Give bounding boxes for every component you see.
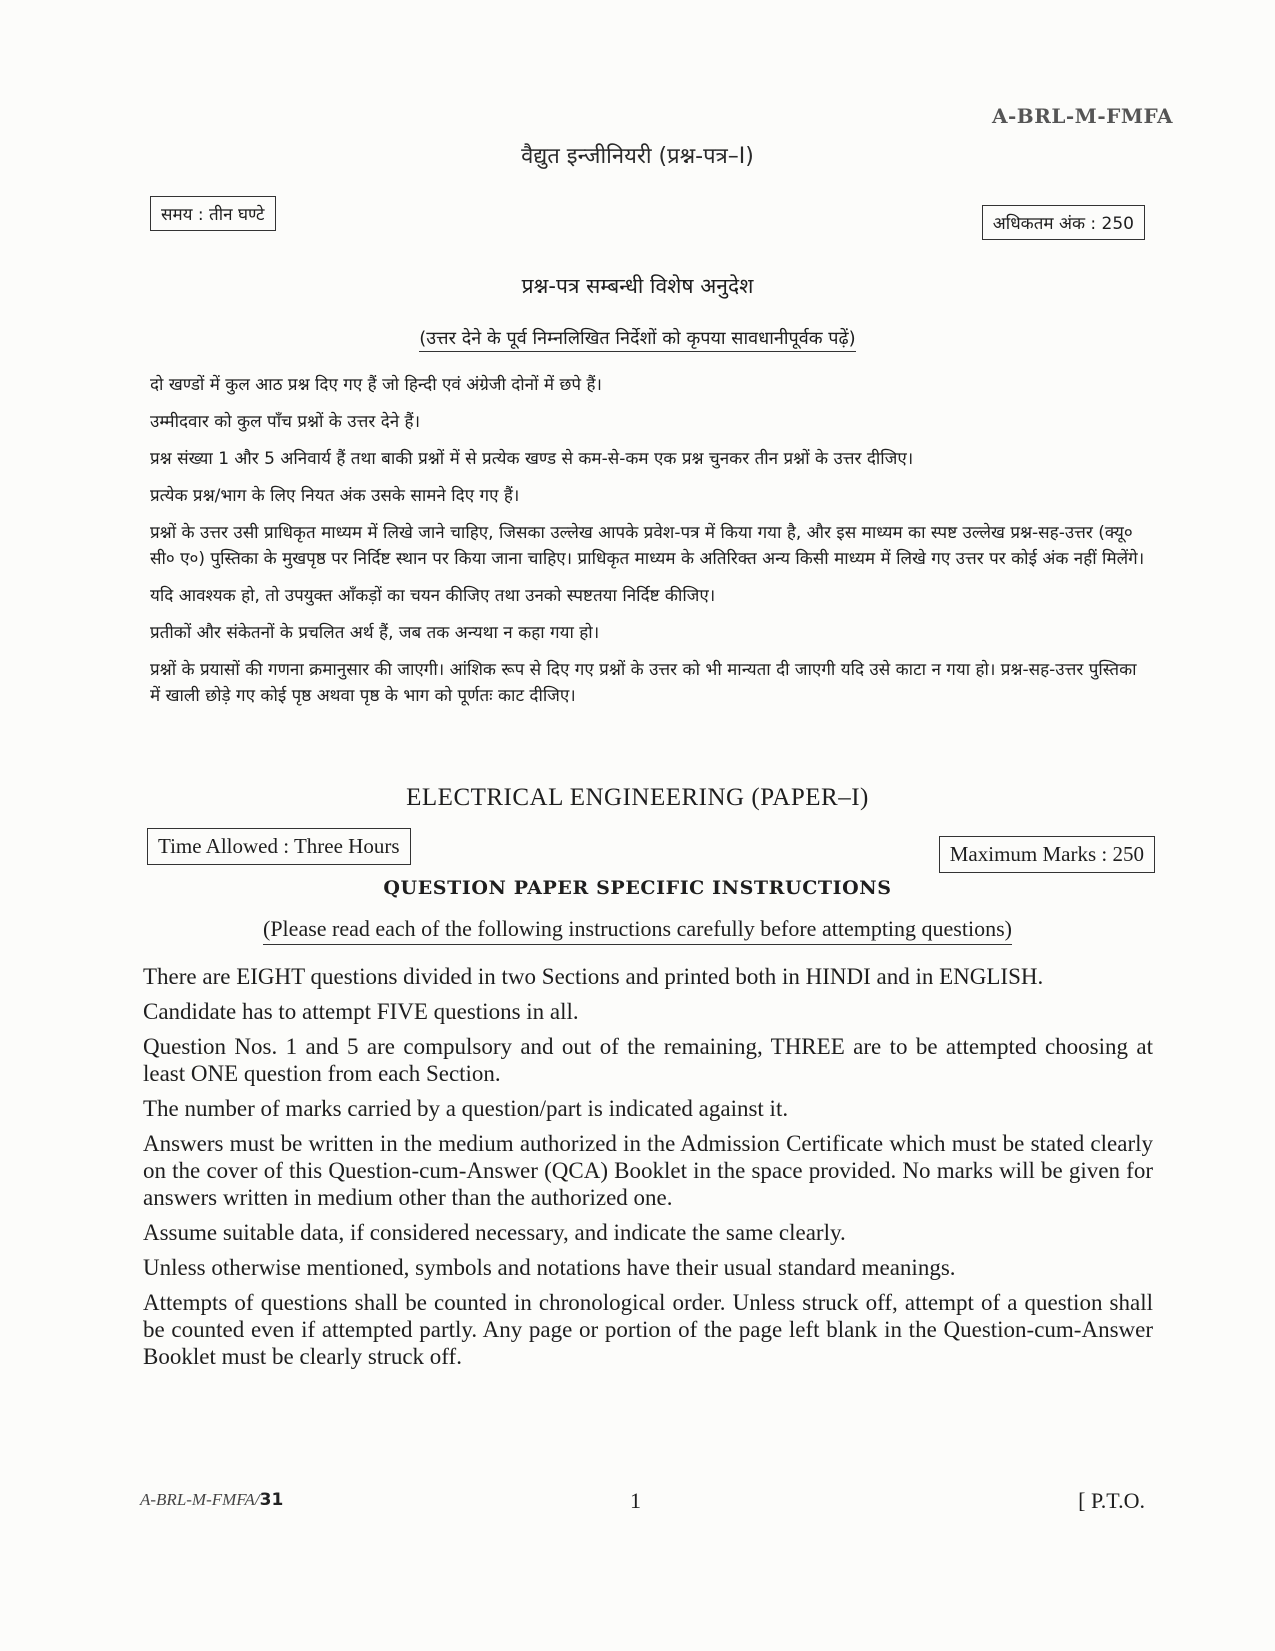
- english-instruction: Unless otherwise mentioned, symbols and notations have their usual standard meanings.: [143, 1255, 956, 1280]
- footer-code-number: 31: [259, 1490, 284, 1510]
- english-instruction: Assume suitable data, if considered necessary, and indicate the same clearly.: [143, 1220, 846, 1245]
- english-instructions-list: [143, 963, 1153, 1378]
- english-instruction: Candidate has to attempt FIVE questions in all.: [143, 999, 579, 1024]
- hindi-paper-title: वैद्युत इन्जीनियरी (प्रश्न-पत्र–I): [521, 144, 754, 169]
- hindi-time-box: समय : तीन घण्टे: [150, 196, 276, 231]
- page-number: 1: [630, 1488, 641, 1513]
- hindi-subheading-text: (उत्तर देने के पूर्व निम्नलिखित निर्देशों को कृपया सावधानीपूर्वक पढ़ें): [419, 328, 855, 352]
- hindi-marks-box: अधिकतम अंक : 250: [982, 205, 1145, 240]
- footer-paper-code: [140, 1490, 283, 1510]
- hindi-instructions-subheading: [0, 326, 1275, 350]
- please-turn-over: [ P.T.O.: [1078, 1488, 1145, 1513]
- english-time-box: Time Allowed : Three Hours: [147, 828, 411, 865]
- english-instruction: Answers must be written in the medium authorized in the Admission Certificate which must be stated clearly on the cover of this Question-cum-Answer (QCA) Booklet in the space provided. No marks will be given for answers written in medium other than the authorized one.: [143, 1131, 1153, 1210]
- hindi-instruction: प्रतीकों और संकेतनों के प्रचलित अर्थ हैं, जब तक अन्यथा न कहा गया हो।: [150, 623, 600, 643]
- paper-code: A-BRL-M-FMFA: [991, 104, 1173, 128]
- english-instructions-heading: QUESTION PAPER SPECIFIC INSTRUCTIONS: [383, 877, 892, 899]
- english-paper-title: ELECTRICAL ENGINEERING (PAPER–I): [406, 784, 869, 811]
- footer-code-script: A-BRL-M-FMFA/: [140, 1490, 260, 1509]
- english-instruction: Question Nos. 1 and 5 are compulsory and out of the remaining, THREE are to be attempted choosing at least ONE question from each Section.: [143, 1034, 1153, 1086]
- hindi-instruction: प्रश्नों के प्रयासों की गणना क्रमानुसार की जाएगी। आंशिक रूप से दिए गए प्रश्नों के उत्तर को भी मान्यता दी जाएगी यदि उसे काटा न गया हो। प्रश्न-सह-उत्तर पुस्तिका में खाली छोड़े गए कोई पृष्ठ अथवा पृष्ठ के भाग को पूर्णतः काट दीजिए।: [150, 660, 1137, 706]
- english-instruction: The number of marks carried by a question/part is indicated against it.: [143, 1096, 789, 1121]
- english-instruction: Attempts of questions shall be counted in chronological order. Unless struck off, attempt of a question shall be counted even if attempted partly. Any page or portion of the page left blank in the Question-cum-Answer Booklet must be clearly struck off.: [143, 1290, 1153, 1369]
- english-marks-box: Maximum Marks : 250: [939, 836, 1155, 873]
- hindi-instruction: उम्मीदवार को कुल पाँच प्रश्नों के उत्तर देने हैं।: [150, 412, 421, 432]
- english-subheading-text: (Please read each of the following instructions carefully before attempting questions): [263, 916, 1012, 945]
- hindi-instructions-list: [150, 372, 1150, 720]
- hindi-instructions-heading: प्रश्न-पत्र सम्बन्धी विशेष अनुदेश: [521, 274, 754, 298]
- english-instruction: There are EIGHT questions divided in two Sections and printed both in HINDI and in ENGLISH.: [143, 964, 1044, 989]
- hindi-instruction: प्रश्न संख्या 1 और 5 अनिवार्य हैं तथा बाकी प्रश्नों में से प्रत्येक खण्ड से कम-से-कम एक प्रश्न चुनकर तीन प्रश्नों के उत्तर दीजिए।: [150, 449, 914, 469]
- english-instructions-subheading: [0, 916, 1275, 942]
- hindi-instruction: दो खण्डों में कुल आठ प्रश्न दिए गए हैं जो हिन्दी एवं अंग्रेजी दोनों में छपे हैं।: [150, 375, 602, 395]
- hindi-instruction: यदि आवश्यक हो, तो उपयुक्त आँकड़ों का चयन कीजिए तथा उनको स्पष्टतया निर्दिष्ट कीजिए।: [150, 586, 716, 606]
- hindi-instruction: प्रश्नों के उत्तर उसी प्राधिकृत माध्यम में लिखे जाने चाहिए, जिसका उल्लेख आपके प्रवेश-पत्र में किया गया है, और इस माध्यम का स्पष्ट उल्लेख प्रश्न-सह-उत्तर (क्यू० सी० ए०) पुस्तिका के मुखपृष्ठ पर निर्दिष्ट स्थान पर किया जाना चाहिए। प्राधिकृत माध्यम के अतिरिक्त अन्य किसी माध्यम में लिखे गए उत्तर पर कोई अंक नहीं मिलेंगे।: [150, 523, 1145, 569]
- hindi-instruction: प्रत्येक प्रश्न/भाग के लिए नियत अंक उसके सामने दिए गए हैं।: [150, 486, 520, 506]
